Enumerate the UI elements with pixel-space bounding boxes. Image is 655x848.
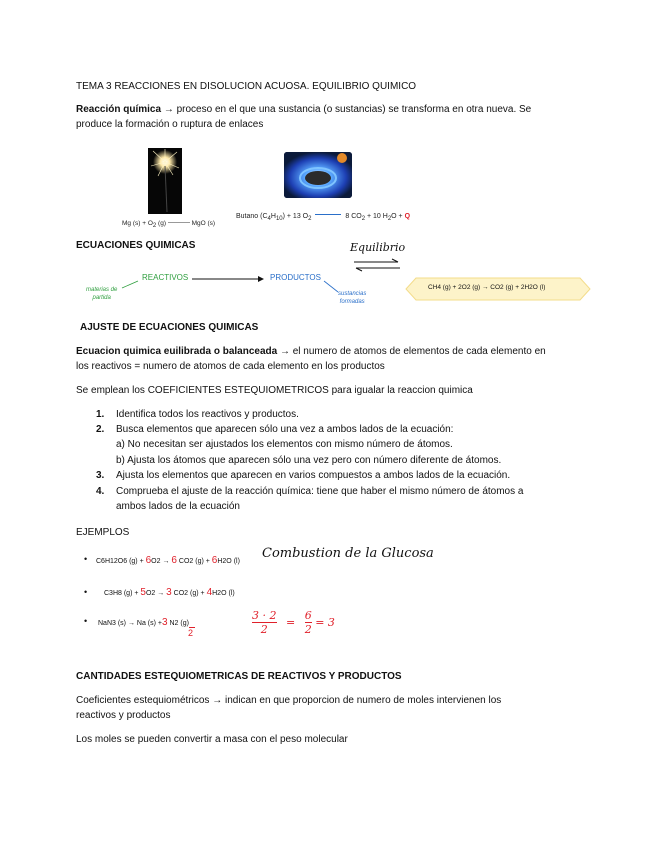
page-title: TEMA 3 REACCIONES EN DISOLUCION ACUOSA. EQUILIBRIO QUIMICO bbox=[76, 81, 417, 92]
bullet-icon: • bbox=[84, 616, 88, 626]
reaction-arrow-icon bbox=[192, 274, 266, 284]
step-item: 3. Ajusta los elementos que aparecen en varios compuestos a ambos lados de la ecuación. bbox=[96, 470, 511, 481]
example-2: C3H8 (g) + 5O2 → 3 CO2 (g) + 4H2O (l) bbox=[104, 587, 235, 598]
bullet-icon: • bbox=[84, 554, 88, 564]
coef-line-1: Coeficientes estequiométricos → indican en que proporcion de numero de moles intervienen los bbox=[76, 695, 502, 706]
equilibrium-arrows-icon bbox=[352, 258, 402, 272]
reaccion-def-2: produce la formación o ruptura de enlaces bbox=[76, 119, 264, 130]
mg-equation: Mg (s) + O2 (g) MgO (s) bbox=[122, 220, 216, 229]
butano-equation: Butano (C4H10) + 13 O2 8 CO2 + 10 H2O + Q bbox=[236, 213, 411, 222]
sparkler-icon bbox=[148, 148, 182, 214]
step-item: b) Ajusta los átomos que aparecen sólo una vez pero con número diferente de átomos. bbox=[116, 455, 502, 466]
gas-burner-photo bbox=[284, 152, 352, 198]
step-item: 4. Comprueba el ajuste de la reacción química: tiene que haber el mismo número de átomos a bbox=[96, 486, 524, 497]
arrow-icon: → bbox=[212, 695, 223, 706]
balanced-line-1: Ecuacion quimica euilibrada o balanceada → el numero de atomos de elementos de cada elemento en bbox=[76, 346, 546, 357]
reaccion-def-line-1 bbox=[76, 103, 531, 116]
step-item: ambos lados de la ecuación bbox=[116, 501, 240, 512]
methane-equation: CH4 (g) + 2O2 (g) → CO2 (g) + 2H2O (l) bbox=[428, 284, 546, 291]
fraction-bar bbox=[189, 627, 195, 628]
moles-text: Los moles se pueden convertir a masa con el peso molecular bbox=[76, 734, 348, 745]
step-item: 1. Identifica todos los reactivos y productos. bbox=[96, 409, 299, 420]
coef-line-2: reactivos y productos bbox=[76, 710, 171, 721]
coef-text: Se emplean los COEFICIENTES ESTEQUIOMETRICOS para igualar la reaccion quimica bbox=[76, 385, 473, 396]
reaccion-def-1: proceso en el que una sustancia (o sustancias) se transforma en otra nueva. Se bbox=[176, 104, 532, 115]
ajuste-heading: AJUSTE DE ECUACIONES QUIMICAS bbox=[80, 322, 259, 333]
step-item: a) No necesitan ser ajustados los elementos con mismo número de átomos. bbox=[116, 439, 453, 450]
ecuaciones-heading: ECUACIONES QUIMICAS bbox=[76, 240, 196, 251]
reaccion-term: Reacción química bbox=[76, 104, 162, 115]
sparkler-photo bbox=[148, 148, 182, 214]
step-item: 2. Busca elementos que aparecen sólo una vez a ambos lados de la ecuación: bbox=[96, 424, 454, 435]
example-3-denominator: 2 bbox=[188, 628, 194, 638]
green-pointer-icon bbox=[118, 280, 140, 290]
ejemplos-heading: EJEMPLOS bbox=[76, 527, 130, 538]
reactivos-label: REACTIVOS bbox=[142, 273, 189, 282]
blue-pointer-icon bbox=[322, 280, 342, 294]
bullet-icon: • bbox=[84, 587, 88, 597]
glucose-note: Combustion de la Glucosa bbox=[262, 546, 434, 561]
productos-label: PRODUCTOS bbox=[270, 273, 321, 282]
cantidades-heading: CANTIDADES ESTEQUIOMETRICAS DE REACTIVOS Y PRODUCTOS bbox=[76, 671, 402, 682]
example-3: NaN3 (s) → Na (s) +3 N2 (g) bbox=[98, 617, 189, 628]
equilibrio-handwritten: Equilibrio bbox=[350, 241, 406, 254]
materias-note: materias de partida bbox=[86, 287, 118, 301]
arrow-icon: → bbox=[163, 104, 174, 115]
example-1: C6H12O6 (g) + 6O2 → 6 CO2 (g) + 6H2O (l) bbox=[96, 555, 240, 566]
calc-fraction-1: $\frac{3 \cdot 2}{2}$ = $\frac{6}{2}$ = 3 bbox=[252, 609, 335, 636]
arrow-icon: → bbox=[279, 346, 290, 357]
gas-flame-icon bbox=[284, 152, 352, 198]
sustancias-note: sustancias formadas bbox=[338, 291, 367, 305]
balanced-line-2: los reactivos = numero de atomos de cada elemento en los productos bbox=[76, 361, 385, 372]
